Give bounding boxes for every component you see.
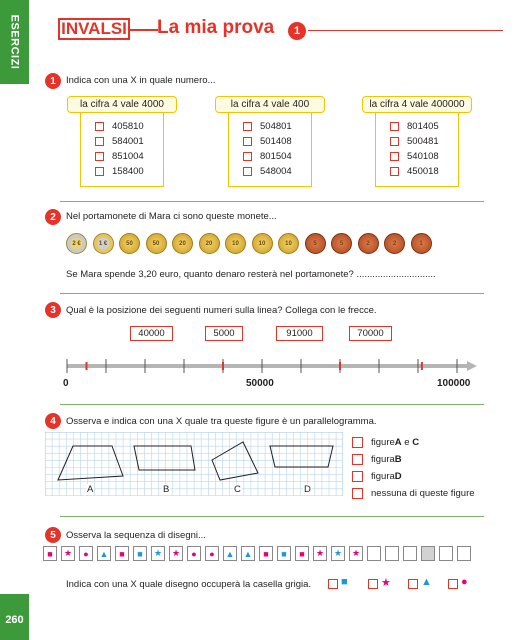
option-label: figura xyxy=(371,453,395,465)
title-rule xyxy=(308,30,503,31)
sequence-cell xyxy=(241,546,255,561)
side-tab-label: ESERCIZI xyxy=(8,14,21,70)
option-row[interactable] xyxy=(352,452,402,466)
triangle-icon: ▲ xyxy=(421,576,432,588)
card-heading: la cifra 4 vale 400000 xyxy=(362,96,472,113)
answer-checkbox[interactable] xyxy=(408,579,418,589)
star-icon: ★ xyxy=(333,548,343,558)
gray-cell xyxy=(421,546,435,561)
q1-text: Indica con una X in quale numero... xyxy=(66,75,216,86)
square-icon: ■ xyxy=(299,548,305,559)
option-label: 501408 xyxy=(260,135,292,147)
coin-value: 20 xyxy=(205,240,213,247)
sequence-cell xyxy=(367,546,381,561)
option-label: 548004 xyxy=(260,165,292,177)
sequence-cell xyxy=(349,546,363,561)
checkbox[interactable] xyxy=(390,137,399,146)
checkbox[interactable] xyxy=(390,122,399,131)
square-icon: ■ xyxy=(137,548,143,559)
title-connector xyxy=(130,29,158,31)
star-icon: ★ xyxy=(381,577,391,589)
option-row[interactable] xyxy=(243,149,292,163)
coin-value: 2 € xyxy=(72,240,81,247)
star-icon: ★ xyxy=(153,548,163,558)
figure-label-a: A xyxy=(87,484,94,495)
sequence-cell xyxy=(403,546,417,561)
coin-icon xyxy=(66,233,87,254)
option-label: 504801 xyxy=(260,120,292,132)
q5-number: 5 xyxy=(45,527,61,543)
option-label: nessuna di queste figure xyxy=(371,487,475,499)
square-icon: ■ xyxy=(47,548,53,559)
number-line-bar xyxy=(67,361,477,371)
option-row[interactable] xyxy=(95,149,144,163)
option-letter: C xyxy=(412,436,420,448)
coin-value: 5 xyxy=(339,240,344,247)
coin-value: 5 xyxy=(313,240,317,247)
q5-text: Osserva la sequenza di disegni... xyxy=(66,530,206,541)
circle-icon: ● xyxy=(461,576,468,588)
coin-value: 20 xyxy=(179,240,186,247)
checkbox[interactable] xyxy=(352,437,363,448)
divider xyxy=(60,293,484,294)
q3-number: 3 xyxy=(45,302,61,318)
option-label: 540108 xyxy=(407,150,439,162)
sequence-cell xyxy=(79,546,93,561)
coin-value: 10 xyxy=(232,240,239,247)
coin-value: 1 xyxy=(419,240,423,247)
option-row[interactable] xyxy=(243,134,292,148)
sequence-cell xyxy=(187,546,201,561)
page-number: 260 xyxy=(5,614,24,626)
axis-label-50000: 50000 xyxy=(246,378,274,389)
checkbox[interactable] xyxy=(243,122,252,131)
square-icon: ■ xyxy=(263,548,269,559)
square-icon: ■ xyxy=(281,548,287,559)
coin-value: 10 xyxy=(258,240,266,247)
sequence-cell xyxy=(133,546,147,561)
checkbox[interactable] xyxy=(352,454,363,465)
coin-icon xyxy=(305,233,326,254)
star-icon: ★ xyxy=(351,548,361,558)
sequence-cell xyxy=(439,546,453,561)
triangle-icon: ▲ xyxy=(99,548,109,559)
checkbox[interactable] xyxy=(243,167,252,176)
option-row[interactable] xyxy=(390,164,439,178)
option-row[interactable] xyxy=(390,134,439,148)
option-row[interactable] xyxy=(352,469,402,483)
answer-checkbox[interactable] xyxy=(448,579,458,589)
triangle-icon: ▲ xyxy=(243,548,253,559)
coin-icon xyxy=(172,233,193,254)
option-row[interactable] xyxy=(243,119,292,133)
coin-icon xyxy=(384,233,405,254)
coin-icon xyxy=(225,233,246,254)
option-row[interactable] xyxy=(352,435,419,449)
option-row[interactable] xyxy=(95,134,144,148)
sequence-cell xyxy=(295,546,309,561)
q4-text: Osserva e indica con una X quale tra queste figure è un parallelogramma. xyxy=(66,416,377,427)
q1-number: 1 xyxy=(45,73,61,89)
q2-question: Se Mara spende 3,20 euro, quanto denaro resterà nel portamonete? .............................. xyxy=(66,269,436,280)
star-icon: ★ xyxy=(171,548,181,558)
star-icon: ★ xyxy=(63,548,73,558)
square-icon: ■ xyxy=(341,576,348,588)
divider xyxy=(60,516,484,517)
coin-icon xyxy=(119,233,140,254)
sequence-cell xyxy=(331,546,345,561)
checkbox[interactable] xyxy=(95,167,104,176)
number-box[interactable]: 5000 xyxy=(205,326,243,341)
coin-value: 2 xyxy=(392,240,397,247)
option-row[interactable] xyxy=(352,486,475,500)
sequence-cell xyxy=(169,546,183,561)
q2-number: 2 xyxy=(45,209,61,225)
option-row[interactable] xyxy=(95,119,144,133)
checkbox[interactable] xyxy=(390,152,399,161)
card-heading: la cifra 4 vale 400 xyxy=(215,96,325,113)
sequence-cell xyxy=(223,546,237,561)
triangle-icon: ▲ xyxy=(225,548,235,559)
figure-label-d: D xyxy=(304,484,311,495)
star-icon: ★ xyxy=(315,548,325,558)
checkbox[interactable] xyxy=(95,152,104,161)
option-label: 584001 xyxy=(112,135,144,147)
option-label: 500481 xyxy=(407,135,439,147)
number-box[interactable]: 91000 xyxy=(276,326,323,341)
option-label: 801504 xyxy=(260,150,292,162)
coin-value: 50 xyxy=(126,240,133,247)
option-label: 851004 xyxy=(112,150,144,162)
sequence-cell xyxy=(277,546,291,561)
circle-icon: ● xyxy=(191,548,197,559)
q2-text: Nel portamonete di Mara ci sono queste monete... xyxy=(66,211,277,222)
page-title: La mia prova xyxy=(157,17,275,38)
sequence-cell xyxy=(205,546,219,561)
coin-icon xyxy=(199,233,220,254)
sequence-cell xyxy=(97,546,111,561)
axis-label-0: 0 xyxy=(63,378,69,389)
checkbox[interactable] xyxy=(390,167,399,176)
card-heading: la cifra 4 vale 4000 xyxy=(67,96,177,113)
coin-icon xyxy=(278,233,299,254)
number-box[interactable]: 70000 xyxy=(349,326,392,341)
option-letter: B xyxy=(394,453,402,465)
option-row[interactable] xyxy=(95,164,144,178)
option-label: 450018 xyxy=(407,165,439,177)
option-label: 158400 xyxy=(112,165,144,177)
option-row[interactable] xyxy=(390,119,439,133)
sequence-cell xyxy=(385,546,399,561)
sequence-cell xyxy=(151,546,165,561)
q5-question: Indica con una X quale disegno occuperà la casella grigia. xyxy=(66,579,312,590)
coin-icon xyxy=(411,233,432,254)
coin-icon xyxy=(358,233,379,254)
checkbox[interactable] xyxy=(352,488,363,499)
divider xyxy=(60,404,484,405)
answer-checkbox[interactable] xyxy=(328,579,338,589)
checkbox[interactable] xyxy=(243,137,252,146)
coin-icon xyxy=(331,233,352,254)
answer-checkbox[interactable] xyxy=(368,579,378,589)
coin-value: 10 xyxy=(285,240,292,247)
option-label: figura xyxy=(371,470,395,482)
sequence-cell xyxy=(457,546,471,561)
circle-icon: ● xyxy=(83,548,89,559)
option-conjunction: e xyxy=(401,436,413,448)
divider xyxy=(60,201,484,202)
checkbox[interactable] xyxy=(243,152,252,161)
checkbox[interactable] xyxy=(95,137,104,146)
sequence-cell xyxy=(43,546,57,561)
figure-label-c: C xyxy=(234,484,241,495)
q3-text: Qual è la posizione dei seguenti numeri sulla linea? Collega con le frecce. xyxy=(66,305,377,316)
number-box[interactable]: 40000 xyxy=(130,326,173,341)
coin-icon xyxy=(252,233,273,254)
option-label: figure xyxy=(371,436,395,448)
checkbox[interactable] xyxy=(352,471,363,482)
sequence-cell xyxy=(61,546,75,561)
q4-number: 4 xyxy=(45,413,61,429)
checkbox[interactable] xyxy=(95,122,104,131)
option-letter: A xyxy=(394,436,402,448)
option-label: 405810 xyxy=(112,120,144,132)
option-letter: D xyxy=(394,470,402,482)
title-badge: 1 xyxy=(288,22,306,40)
coin-value: 50 xyxy=(152,240,160,247)
invalsi-tag: INVALSI xyxy=(58,18,130,40)
square-icon: ■ xyxy=(119,548,125,559)
coin-icon xyxy=(93,233,114,254)
sequence-cell xyxy=(313,546,327,561)
number-line xyxy=(60,355,480,377)
option-row[interactable] xyxy=(243,164,292,178)
coin-icon xyxy=(146,233,167,254)
coin-value: 2 xyxy=(366,240,370,247)
option-row[interactable] xyxy=(390,149,439,163)
option-label: 801405 xyxy=(407,120,439,132)
sequence-cell xyxy=(259,546,273,561)
figure-label-b: B xyxy=(163,484,170,495)
coin-value: 1 € xyxy=(98,240,108,247)
axis-label-100000: 100000 xyxy=(437,378,471,389)
sequence-cell xyxy=(115,546,129,561)
circle-icon: ● xyxy=(209,548,215,559)
